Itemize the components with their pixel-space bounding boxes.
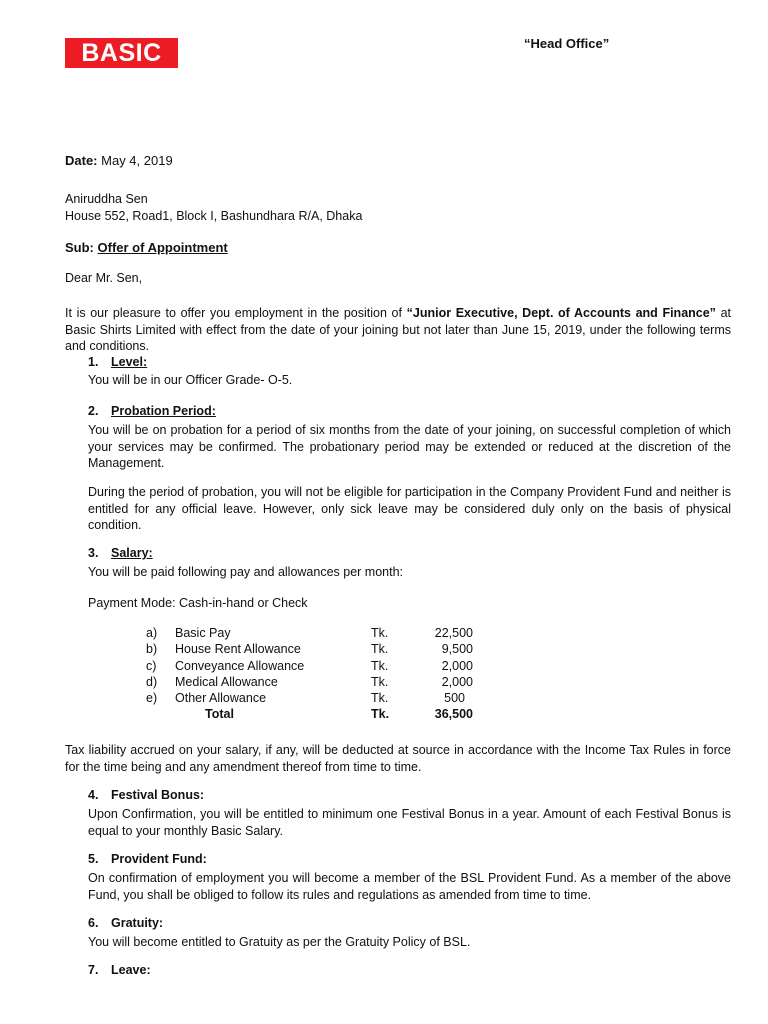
subject-label: Sub: <box>65 240 94 255</box>
section-probation-text-1: You will be on probation for a period of six months from the date of your joining, on successful completion of which your services may be confirmed. The probationary period may be extended or reduced at the discretion of the Management. <box>88 423 731 470</box>
section-bonus-text: Upon Confirmation, you will be entitled to minimum one Festival Bonus in a year. Amount of each Festival Bonus is equal to your monthly Basic Salary. <box>88 807 731 838</box>
item-name: Medical Allowance <box>175 674 278 689</box>
section-level-heading <box>88 354 731 371</box>
item-currency: Tk. <box>371 658 389 673</box>
basic-logo: BASIC <box>65 38 178 68</box>
section-title: Level: <box>111 355 148 369</box>
table-row-total <box>146 706 473 722</box>
section-title: Festival Bonus: <box>111 788 205 802</box>
section-number: 2. <box>88 404 99 418</box>
section-probation-heading <box>88 403 731 420</box>
payment-mode: Payment Mode: Cash-in-hand or Check <box>88 596 308 610</box>
section-number: 6. <box>88 916 99 930</box>
section-gratuity-text: You will become entitled to Gratuity as per the Gratuity Policy of BSL. <box>88 935 471 949</box>
salary-table <box>146 625 473 723</box>
recipient-block <box>65 191 362 224</box>
section-title: Gratuity: <box>111 916 164 930</box>
section-level-text: You will be in our Officer Grade- O-5. <box>88 373 293 387</box>
item-currency: Tk. <box>371 674 389 689</box>
item-currency: Tk. <box>371 626 389 640</box>
section-leave-heading <box>88 962 731 979</box>
greeting: Dear Mr. Sen, <box>65 271 143 285</box>
intro-paragraph <box>65 305 731 355</box>
table-row <box>146 690 473 706</box>
section-title: Provident Fund: <box>111 852 207 866</box>
section-number: 5. <box>88 852 99 866</box>
tax-paragraph: Tax liability accrued on your salary, if any, will be deducted at source in accordance with the Income Tax Rules in force for the time being and any amendment thereof from time to time. <box>65 743 731 774</box>
section-title: Leave: <box>111 963 151 977</box>
letter-date <box>65 153 173 170</box>
item-letter: b) <box>146 642 158 657</box>
subject-value: Offer of Appointment <box>97 240 228 255</box>
recipient-name: Aniruddha Sen <box>65 192 148 206</box>
item-currency: Tk. <box>371 691 389 706</box>
item-name: Conveyance Allowance <box>175 658 305 673</box>
intro-text-start: It is our pleasure to offer you employment in the position of <box>65 306 407 320</box>
section-provident-text: On confirmation of employment you will become a member of the BSL Provident Fund. As a member of the above Fund, you shall be obliged to follow its rules and regulations as amended from time to time. <box>88 871 731 902</box>
total-label: Total <box>205 707 234 722</box>
section-bonus-heading <box>88 787 731 804</box>
item-name: Basic Pay <box>175 626 231 640</box>
item-name: Other Allowance <box>175 691 267 706</box>
item-amount: 9,500 <box>441 642 473 657</box>
section-salary-heading <box>88 545 731 562</box>
item-letter: e) <box>146 691 158 706</box>
head-office-label: “Head Office” <box>524 36 610 51</box>
item-letter: a) <box>146 626 158 640</box>
table-row <box>146 641 473 657</box>
date-value: May 4, 2019 <box>101 153 173 168</box>
item-amount: 22,500 <box>434 626 473 640</box>
subject-line <box>65 240 228 257</box>
section-probation-text-2: During the period of probation, you will not be eligible for participation in the Company Provident Fund and neither is entitled for any official leave. However, only sick leave may be considered duly only on the basis of physical condition. <box>88 485 731 532</box>
intro-text-end: at Basic Shirts Limited with effect from the date of your joining but not later than June 15, 2019, under the following terms and conditions. <box>65 306 731 353</box>
intro-position: “Junior Executive, Dept. of Accounts and Finance” <box>406 306 716 320</box>
recipient-address: House 552, Road1, Block I, Bashundhara R/A, Dhaka <box>65 208 363 223</box>
table-row <box>146 658 473 674</box>
date-label: Date: <box>65 153 98 168</box>
section-title: Salary: <box>111 546 153 560</box>
section-gratuity-heading <box>88 915 731 932</box>
table-row <box>146 625 473 641</box>
total-currency: Tk. <box>371 707 390 722</box>
item-name: House Rent Allowance <box>175 642 301 657</box>
section-number: 1. <box>88 355 99 369</box>
section-number: 4. <box>88 788 99 802</box>
section-provident-heading <box>88 851 731 868</box>
section-number: 7. <box>88 963 99 977</box>
item-currency: Tk. <box>371 642 389 657</box>
item-amount: 500 <box>444 691 465 706</box>
section-number: 3. <box>88 546 99 560</box>
section-title: Probation Period: <box>111 404 216 418</box>
section-salary-text: You will be paid following pay and allowances per month: <box>88 565 404 579</box>
table-row <box>146 674 473 690</box>
item-letter: c) <box>146 658 157 673</box>
total-amount: 36,500 <box>434 707 473 722</box>
item-amount: 2,000 <box>441 658 473 673</box>
item-amount: 2,000 <box>441 674 473 689</box>
item-letter: d) <box>146 674 158 689</box>
